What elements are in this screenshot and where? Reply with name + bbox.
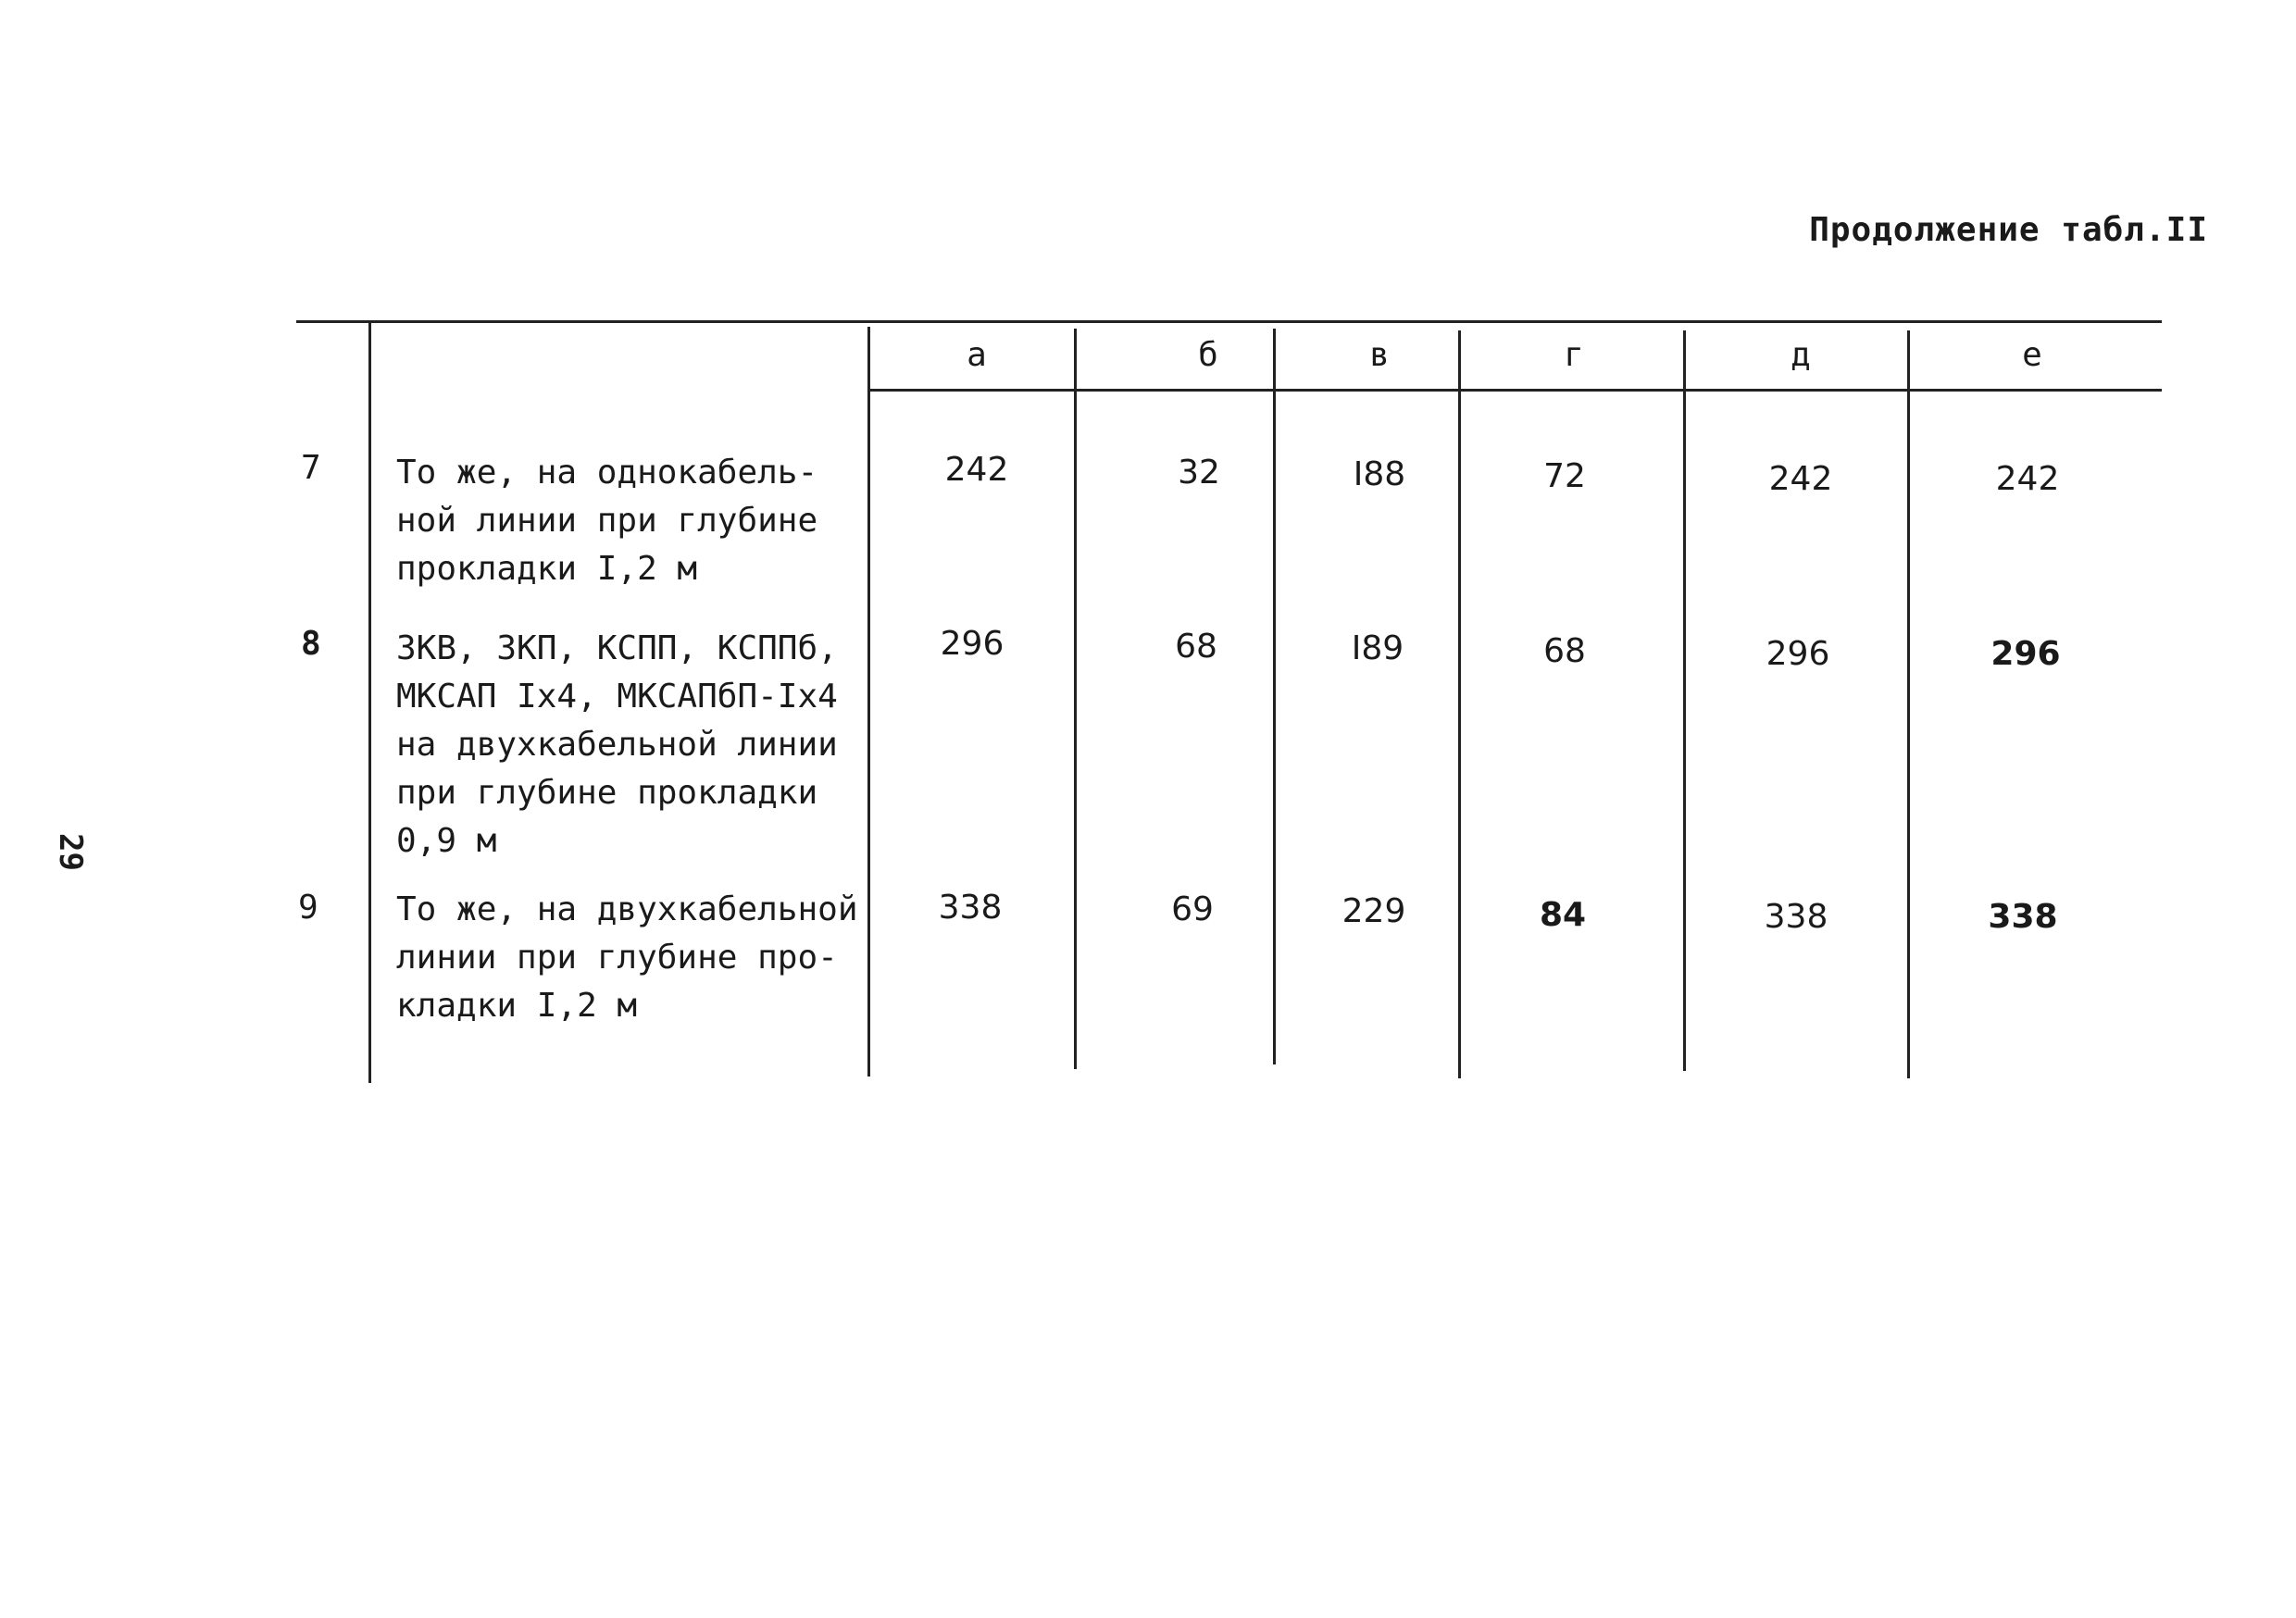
cell-v: I89 <box>1351 629 1404 667</box>
desc-line: на двухкабельной линии <box>396 726 838 764</box>
column-header-g: г <box>1564 336 1584 374</box>
desc-line: линии при глубине про- <box>396 939 838 977</box>
column-header-b: б <box>1198 336 1218 374</box>
column-header-v: в <box>1369 336 1390 374</box>
cell-d: 338 <box>1764 898 1828 936</box>
column-divider <box>1074 329 1077 1069</box>
cell-a: 338 <box>938 889 1003 927</box>
cell-g: 84 <box>1539 896 1587 934</box>
row-number: 7 <box>301 449 321 487</box>
column-divider <box>1273 329 1276 1064</box>
cell-d: 296 <box>1766 635 1830 673</box>
desc-line: прокладки I,2 м <box>396 550 698 588</box>
column-divider <box>368 320 371 1083</box>
cell-b: 32 <box>1178 454 1220 492</box>
desc-line: МКСАП Iх4, МКСАПбП-Iх4 <box>396 678 838 716</box>
column-divider <box>867 327 870 1077</box>
cell-e: 296 <box>1990 635 2061 673</box>
column-header-d: д <box>1791 336 1811 374</box>
column-divider <box>1683 330 1686 1071</box>
cell-v: 229 <box>1341 892 1406 930</box>
row-description <box>396 449 841 593</box>
page-number: 29 <box>52 833 89 871</box>
desc-line: ЗКВ, ЗКП, КСПП, КСППб, <box>396 629 838 667</box>
cell-a: 296 <box>940 625 1004 663</box>
header-bottom-rule <box>870 389 2162 392</box>
cell-g: 68 <box>1543 632 1586 670</box>
desc-line: кладки I,2 м <box>396 987 638 1025</box>
table-top-rule <box>296 320 2162 323</box>
cell-e: 242 <box>1995 460 2060 498</box>
column-header-e: е <box>2022 336 2042 374</box>
row-number: 8 <box>301 625 321 663</box>
desc-line: То же, на двухкабельной <box>396 890 858 928</box>
cell-v: I88 <box>1353 455 1406 493</box>
table-continuation-heading: Продолжение табл.II <box>1809 211 2208 249</box>
desc-line: 0,9 м <box>396 822 497 860</box>
cell-d: 242 <box>1768 460 1833 498</box>
desc-line: ной линии при глубине <box>396 502 818 540</box>
cell-g: 72 <box>1543 457 1586 495</box>
cell-b: 69 <box>1171 890 1214 928</box>
column-divider <box>1458 330 1461 1078</box>
desc-line: То же, на однокабель- <box>396 454 818 492</box>
cell-a: 242 <box>944 451 1009 489</box>
cell-e: 338 <box>1988 898 2058 936</box>
column-header-a: а <box>967 336 987 374</box>
cell-b: 68 <box>1175 628 1217 666</box>
row-description <box>396 625 841 865</box>
row-number: 9 <box>298 889 318 927</box>
desc-line: при глубине прокладки <box>396 774 818 812</box>
row-description <box>396 886 858 1030</box>
column-divider <box>1907 330 1910 1078</box>
